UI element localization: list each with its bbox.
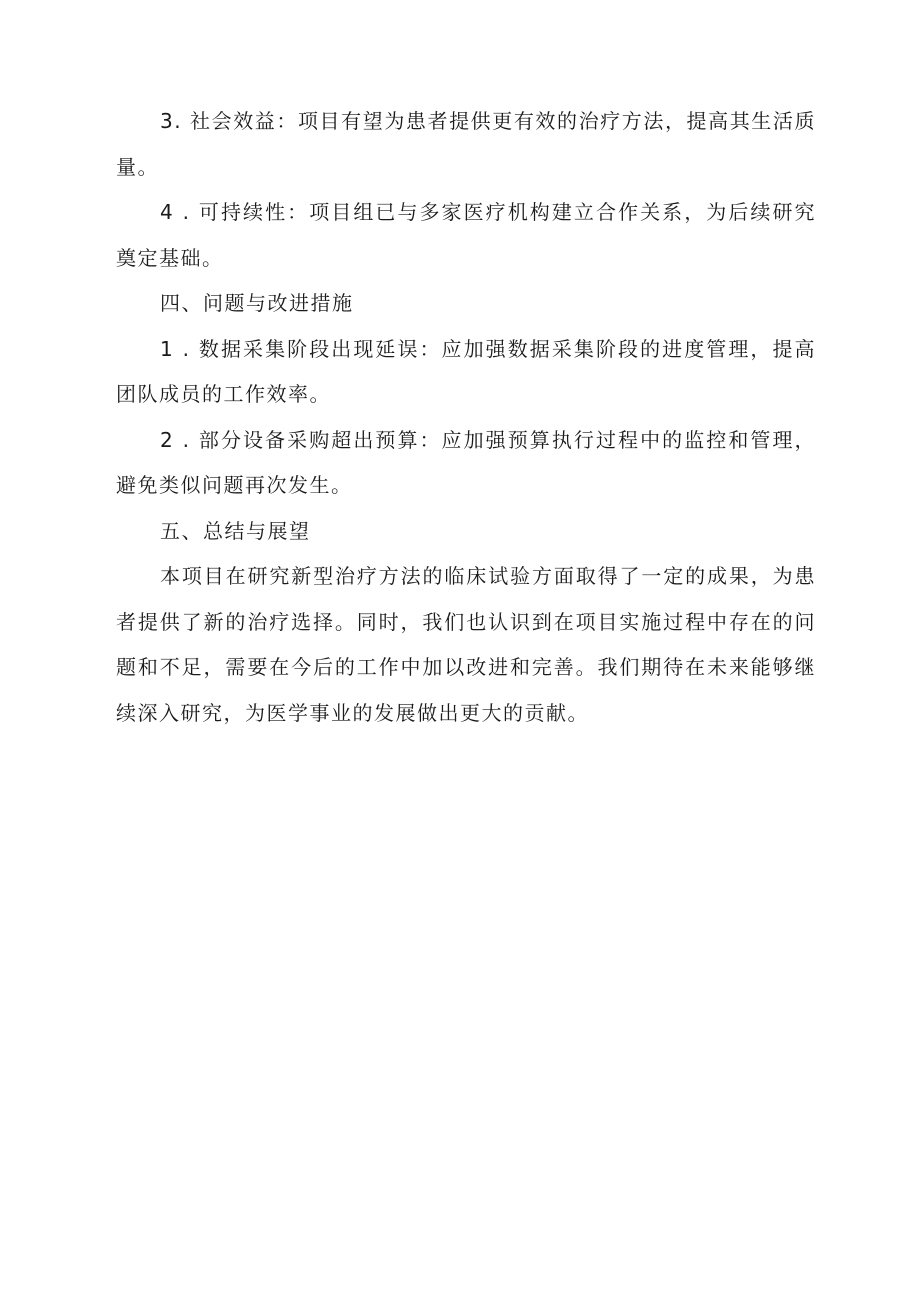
summary-paragraph: 本项目在研究新型治疗方法的临床试验方面取得了一定的成果，为患者提供了新的治疗选择。同时，我们也认识到在项目实施过程中存在的问题和不足，需要在今后的工作中加以改进和完善。我们期待在未来能够继续深入研究，为医学事业的发展做出更大的贡献。 — [116, 564, 816, 725]
problem-item-budget: 2 . 部分设备采购超出预算：应加强预算执行过程中的监控和管理，避免类似问题再次发生。 — [116, 427, 816, 497]
problem-item-delay: 1 . 数据采集阶段出现延误：应加强数据采集阶段的进度管理，提高团队成员的工作效率。 — [116, 336, 816, 406]
section-heading-summary: 五、总结与展望 — [160, 518, 311, 543]
document-body — [116, 99, 816, 736]
social-benefit-item: 3. 社会效益：项目有望为患者提供更有效的治疗方法，提高其生活质量。 — [116, 109, 816, 179]
section-heading-problems: 四、问题与改进措施 — [160, 291, 354, 315]
sustainability-item: 4 . 可持续性：项目组已与多家医疗机构建立合作关系，为后续研究奠定基础。 — [116, 200, 816, 270]
